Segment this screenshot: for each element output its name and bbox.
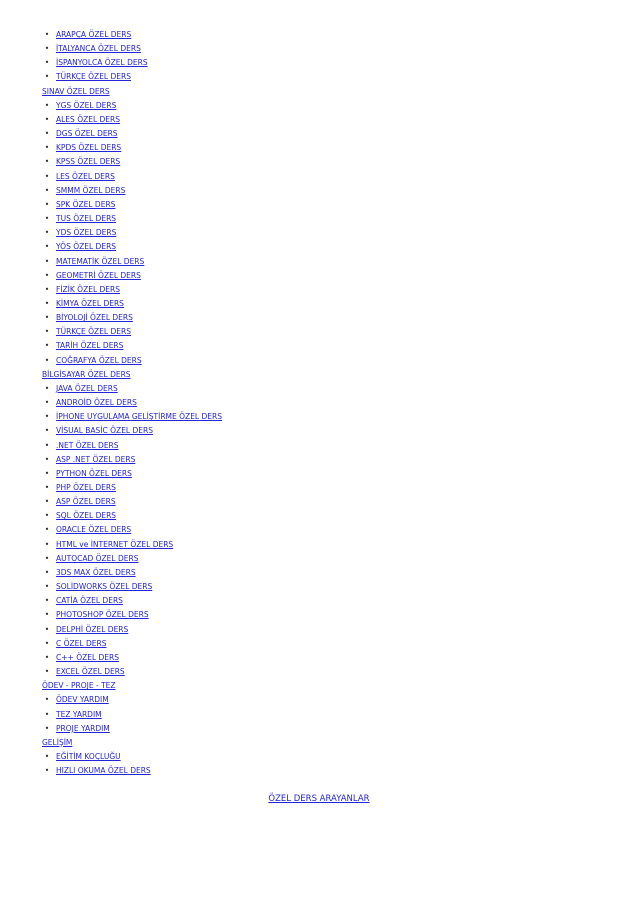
list-item xyxy=(42,453,602,467)
list-item-link[interactable]: EĞİTİM KOÇLUĞU xyxy=(56,751,121,761)
list-item-link[interactable]: MATEMATİK ÖZEL DERS xyxy=(56,256,145,266)
list-item-link[interactable]: DGS ÖZEL DERS xyxy=(56,129,118,139)
list-item xyxy=(42,141,602,155)
list-item-link[interactable]: VİSUAL BASİC ÖZEL DERS xyxy=(56,426,153,436)
list-item xyxy=(42,495,602,509)
section-heading-link[interactable]: ÖDEV - PROJE - TEZ xyxy=(42,681,116,691)
list-item-link[interactable]: İTALYANCA ÖZEL DERS xyxy=(56,44,141,54)
list-item-link[interactable]: TUS ÖZEL DERS xyxy=(56,214,117,224)
list-item-link[interactable]: BİYOLOJİ ÖZEL DERS xyxy=(56,313,133,323)
bullet-icon: • xyxy=(44,454,50,464)
list-item xyxy=(42,42,602,56)
list-item-link[interactable]: YGS ÖZEL DERS xyxy=(56,100,117,110)
section-heading xyxy=(42,679,602,693)
list-item xyxy=(42,113,602,127)
list-item xyxy=(42,283,602,297)
list-item-link[interactable]: SPK ÖZEL DERS xyxy=(56,199,116,209)
bullet-icon: • xyxy=(44,270,50,280)
bullet-icon: • xyxy=(44,284,50,294)
list-item-link[interactable]: PROJE YARDIM xyxy=(56,723,110,733)
list-item xyxy=(42,354,602,368)
bullet-icon: • xyxy=(44,185,50,195)
bullet-icon: • xyxy=(44,468,50,478)
list-item xyxy=(42,297,602,311)
list-item-link[interactable]: AUTOCAD ÖZEL DERS xyxy=(56,553,139,563)
list-item-link[interactable]: PHOTOSHOP ÖZEL DERS xyxy=(56,610,149,620)
list-item xyxy=(42,708,602,722)
list-item xyxy=(42,538,602,552)
list-item-link[interactable]: ORACLE ÖZEL DERS xyxy=(56,525,132,535)
list-item xyxy=(42,184,602,198)
bullet-icon: • xyxy=(44,298,50,308)
list-item xyxy=(42,396,602,410)
section-heading xyxy=(42,736,602,750)
list-item xyxy=(42,693,602,707)
bullet-icon: • xyxy=(44,341,50,351)
list-item xyxy=(42,764,602,778)
bullet-icon: • xyxy=(44,313,50,323)
list-item xyxy=(42,467,602,481)
bullet-icon: • xyxy=(44,440,50,450)
list-item xyxy=(42,325,602,339)
list-item xyxy=(42,240,602,254)
list-item-link[interactable]: ARAPÇA ÖZEL DERS xyxy=(56,30,132,39)
list-item xyxy=(42,198,602,212)
list-item-link[interactable]: HIZLI OKUMA ÖZEL DERS xyxy=(56,766,151,776)
bullet-icon: • xyxy=(44,426,50,436)
list-item-link[interactable]: YDS ÖZEL DERS xyxy=(56,228,117,238)
bullet-icon: • xyxy=(44,157,50,167)
list-item xyxy=(42,28,602,42)
bullet-icon: • xyxy=(44,511,50,521)
list-item xyxy=(42,226,602,240)
list-item xyxy=(42,127,602,141)
bullet-icon: • xyxy=(44,695,50,705)
bullet-icon: • xyxy=(44,652,50,662)
bullet-icon: • xyxy=(44,596,50,606)
list-item-link[interactable]: İPHONE UYGULAMA GELİŞTİRME ÖZEL DERS xyxy=(56,412,222,422)
bullet-icon: • xyxy=(44,667,50,677)
list-item-link[interactable]: EXCEL ÖZEL DERS xyxy=(56,667,125,677)
list-item xyxy=(42,608,602,622)
list-item xyxy=(42,481,602,495)
list-item-link[interactable]: ALES ÖZEL DERS xyxy=(56,114,121,124)
list-item-link[interactable]: ANDROİD ÖZEL DERS xyxy=(56,398,137,408)
bullet-icon: • xyxy=(44,199,50,209)
link-list xyxy=(42,28,602,778)
list-item xyxy=(42,439,602,453)
list-item-link[interactable]: PYTHON ÖZEL DERS xyxy=(56,468,132,478)
bullet-icon: • xyxy=(44,171,50,181)
bullet-icon: • xyxy=(44,582,50,592)
list-item-link[interactable]: HTML ve İNTERNET ÖZEL DERS xyxy=(56,539,174,549)
bullet-icon: • xyxy=(44,327,50,337)
list-item xyxy=(42,623,602,637)
list-item xyxy=(42,637,602,651)
list-item-link[interactable]: .NET ÖZEL DERS xyxy=(56,440,119,450)
section-heading-link[interactable]: BİLGİSAYAR ÖZEL DERS xyxy=(42,369,131,379)
list-item xyxy=(42,651,602,665)
list-item xyxy=(42,255,602,269)
bullet-icon: • xyxy=(44,398,50,408)
list-item xyxy=(42,523,602,537)
bullet-icon: • xyxy=(44,114,50,124)
list-item-link[interactable]: PHP ÖZEL DERS xyxy=(56,483,116,492)
list-item xyxy=(42,722,602,736)
bullet-icon: • xyxy=(44,72,50,82)
bullet-icon: • xyxy=(44,256,50,266)
bullet-icon: • xyxy=(44,383,50,393)
list-item-link[interactable]: GEOMETRİ ÖZEL DERS xyxy=(56,270,141,280)
list-item-link[interactable]: ÖDEV YARDIM xyxy=(56,695,109,705)
list-item-link[interactable]: KPSS ÖZEL DERS xyxy=(56,157,121,167)
list-item xyxy=(42,56,602,70)
bullet-icon: • xyxy=(44,624,50,634)
list-item xyxy=(42,382,602,396)
bullet-icon: • xyxy=(44,497,50,507)
list-item xyxy=(42,509,602,523)
bullet-icon: • xyxy=(44,723,50,733)
bullet-icon: • xyxy=(44,44,50,54)
bullet-icon: • xyxy=(44,539,50,549)
list-item xyxy=(42,269,602,283)
list-item-link[interactable]: C ÖZEL DERS xyxy=(56,638,107,648)
list-item xyxy=(42,70,602,84)
bullet-icon: • xyxy=(44,100,50,110)
bullet-icon: • xyxy=(44,129,50,139)
bullet-icon: • xyxy=(44,709,50,719)
bullet-icon: • xyxy=(44,58,50,68)
bullet-icon: • xyxy=(44,553,50,563)
list-item xyxy=(42,339,602,353)
list-item-link[interactable]: YÖS ÖZEL DERS xyxy=(56,242,117,252)
list-item xyxy=(42,212,602,226)
list-item xyxy=(42,170,602,184)
list-item xyxy=(42,410,602,424)
list-item xyxy=(42,580,602,594)
list-item-link[interactable]: SOLİDWORKS ÖZEL DERS xyxy=(56,582,153,592)
section-heading-link[interactable]: SINAV ÖZEL DERS xyxy=(42,86,110,96)
list-item-link[interactable]: SMMM ÖZEL DERS xyxy=(56,185,126,195)
list-item-link[interactable]: 3DS MAX ÖZEL DERS xyxy=(56,567,136,577)
list-item-link[interactable]: FİZİK ÖZEL DERS xyxy=(56,284,121,294)
bullet-icon: • xyxy=(44,30,50,39)
section-heading xyxy=(42,368,602,382)
list-item-link[interactable]: COĞRAFYA ÖZEL DERS xyxy=(56,355,142,365)
list-item-link[interactable]: JAVA ÖZEL DERS xyxy=(56,383,118,393)
list-item-link[interactable]: CATİA ÖZEL DERS xyxy=(56,596,123,606)
list-item-link[interactable]: KİMYA ÖZEL DERS xyxy=(56,298,124,308)
list-item-link[interactable]: ASP .NET ÖZEL DERS xyxy=(56,454,136,464)
list-item-link[interactable]: KPDS ÖZEL DERS xyxy=(56,143,122,153)
list-item-link[interactable]: ASP ÖZEL DERS xyxy=(56,497,116,507)
list-item-link[interactable]: TÜRKÇE ÖZEL DERS xyxy=(56,72,131,82)
list-item-link[interactable]: TEZ YARDIM xyxy=(56,709,102,719)
list-item xyxy=(42,566,602,580)
list-item-link[interactable]: LES ÖZEL DERS xyxy=(56,171,115,181)
bullet-icon: • xyxy=(44,567,50,577)
list-item-link[interactable]: İSPANYOLCA ÖZEL DERS xyxy=(56,58,148,68)
list-item xyxy=(42,99,602,113)
bullet-icon: • xyxy=(44,483,50,492)
bullet-icon: • xyxy=(44,228,50,238)
bullet-icon: • xyxy=(44,355,50,365)
ozel-ders-arayanlar-link[interactable]: ÖZEL DERS ARAYANLAR xyxy=(268,794,370,804)
list-item-link[interactable]: DELPHİ ÖZEL DERS xyxy=(56,624,129,634)
bullet-icon: • xyxy=(44,766,50,776)
list-item xyxy=(42,594,602,608)
list-item xyxy=(42,311,602,325)
bullet-icon: • xyxy=(44,525,50,535)
list-item xyxy=(42,750,602,764)
bullet-icon: • xyxy=(44,412,50,422)
list-item xyxy=(42,424,602,438)
bullet-icon: • xyxy=(44,242,50,252)
bullet-icon: • xyxy=(44,638,50,648)
list-item-link[interactable]: TÜRKÇE ÖZEL DERS xyxy=(56,327,131,337)
list-item xyxy=(42,155,602,169)
section-heading xyxy=(42,85,602,99)
list-item xyxy=(42,665,602,679)
bullet-icon: • xyxy=(44,143,50,153)
bullet-icon: • xyxy=(44,214,50,224)
list-item xyxy=(42,552,602,566)
list-item-link[interactable]: SQL ÖZEL DERS xyxy=(56,511,117,521)
list-item-link[interactable]: TARİH ÖZEL DERS xyxy=(56,341,124,351)
list-item-link[interactable]: C++ ÖZEL DERS xyxy=(56,652,120,662)
bullet-icon: • xyxy=(44,610,50,620)
bullet-icon: • xyxy=(44,751,50,761)
section-heading-link[interactable]: GELİŞİM xyxy=(42,737,73,747)
